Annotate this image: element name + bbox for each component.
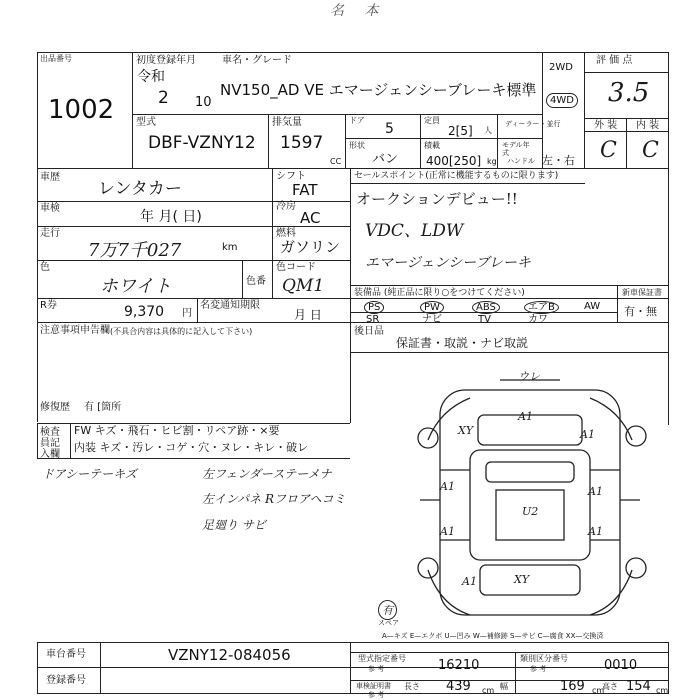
reg-year-label: 初度登録年月 [136,55,196,66]
notes-sub: (不具合内容は具体的に記入して下さい) [110,327,253,336]
interior-grade: C [642,138,659,163]
ac-label: 冷房 [276,201,296,212]
score-label: 評 価 点 [596,55,633,66]
sales-point-1: オークションデビュー!! [356,190,518,208]
mark-roof: U2 [522,505,539,518]
exterior-grade: C [600,138,617,163]
color-no-label: 色番 [246,276,266,287]
mileage: 7万7千027 [88,240,182,261]
history: レンタカー [98,179,182,199]
width-unit: cm [592,686,605,695]
inspector-label: 検査員記入欄 [40,427,60,460]
diagram-top-mark: ウレ [518,370,540,383]
dim-label: 車検証明書 [356,682,391,690]
height-label: 高さ [602,682,618,691]
spare-label: スペア [378,619,399,627]
equip-pw: PW [420,301,444,314]
mark-rear-right: A1 [588,525,603,538]
yen-unit: 円 [182,308,192,319]
chassis-label: 車台番号 [46,649,86,660]
remark-2: 左フェンダーステーメナ [202,467,332,481]
length: 439 [446,679,471,694]
type-cert-label: 型式指定番号 [358,654,406,663]
recycle-label: R券 [40,300,57,311]
warranty-label: 新車保証書 [622,288,662,297]
km-unit: km [222,242,238,253]
equip-sr: SR [366,314,380,325]
remark-4: 足廻り サビ [202,518,266,532]
accessories-label: 後日品 [354,326,384,337]
reg-no-label: 登録番号 [46,675,86,686]
equip-label: 装備品 (純正品に限り○をつけてください) [354,288,525,298]
repair-label: 修復歴 [40,402,70,413]
shift: FAT [292,181,318,199]
warranty: 有・無 [624,305,657,318]
color-code: QM1 [282,276,325,296]
score: 3.5 [608,78,650,108]
reg-year: 2 [158,88,169,108]
displacement: 1597 [280,133,324,153]
color: ホワイト [100,276,172,297]
type-cert: 16210 [438,658,480,673]
model-year-label: モデル年式 [502,141,530,157]
equip-abs: ABS [472,301,500,314]
mark-front: A1 [518,410,533,423]
type-value: DBF-VZNY12 [148,133,256,153]
equip-airbag: エアB [524,301,559,314]
remark-3: 左インパネ Rフロアヘコミ [202,492,346,506]
class-sub: 参 考 [530,665,547,673]
sales-label: セールスポイント(正常に機能するものに限ります) [354,171,559,181]
length-label: 長さ [404,682,420,691]
capacity-label: 定員 [424,116,440,125]
equip-ps: PS [364,301,384,314]
chassis: VZNY12-084056 [168,646,291,664]
notice: 月 日 [294,308,322,322]
doors-label: ドア [349,116,365,125]
equip-tv: TV [478,314,491,325]
remark-1: ドアシーテーキズ [42,467,137,481]
width: 169 [560,679,585,694]
inspection-label: 車検 [40,203,60,214]
length-unit: cm [482,686,495,695]
header-scribble: 名 本 [330,3,387,19]
class-no: 0010 [604,658,638,673]
history-label: 車歴 [40,172,60,183]
height-unit: cm [656,686,669,695]
dealer-label: ディーラー・並行 [505,120,561,128]
mark-rear-wheel: A1 [462,575,477,588]
interior-label: 内 装 [636,120,660,131]
color-code-label: 色コード [276,262,316,273]
repair: 有 [箇所 [84,402,122,413]
mark-front-left: XY [458,424,474,437]
equip-aw: AW [584,301,601,312]
load-unit: kg [487,157,497,166]
vehicle-diagram [400,370,660,630]
drive-2wd: 2WD [549,62,573,73]
lot-label: 出品番号 [40,54,72,63]
interior-row: 内装 キズ・汚レ・コゲ・穴・ヌレ・キレ・破レ [74,441,309,454]
drive-4wd: 4WD [546,93,578,108]
shape: バン [372,152,399,167]
cc-unit: CC [330,157,342,166]
mark-right: A1 [588,485,603,498]
mark-rear-left: A1 [440,525,455,538]
sales-point-3: エマージェンシーブレーキ [365,255,531,271]
load-label: 積載 [424,141,440,150]
fuel: ガソリン [280,238,341,256]
sales-point-2: VDC、LDW [365,221,464,241]
model-name: NV150_AD VE エマージェンシーブレーキ標準 [220,81,537,99]
equip-leather: カワ [528,314,548,325]
handle-label: ハンドル [507,157,535,165]
accessories: 保証書・取説・ナビ取説 [396,336,529,350]
inspection: 年 月( 日) [140,209,202,225]
recycle: 9,370 [124,304,165,320]
fw-row: FW キズ・飛石・ヒビ割・リペア跡・×要 [74,424,280,437]
mark-front-right: A1 [580,428,595,441]
reg-month: 10 [195,95,212,110]
shift-label: シフト [276,171,306,182]
displacement-label: 排気量 [272,117,302,128]
height: 154 [626,679,651,694]
handle: 左・右 [542,154,575,167]
equip-navi: ナビ [422,314,442,325]
width-label: 幅 [500,682,508,691]
damage-legend: A—キズ E—エクボ U—凹み W—補修跡 S—サビ C—腐食 XX—交換済 [382,632,604,640]
mark-left: A1 [440,480,455,493]
mark-rear: XY [514,573,530,586]
load: 400[250] [426,154,482,168]
spare-mark: 有 [378,600,397,620]
doors: 5 [385,121,394,137]
capacity-unit: 人 [484,126,492,135]
type-cert-sub: 参 考 [368,665,385,673]
color-label: 色 [40,262,50,273]
ac: AC [300,209,321,227]
shape-label: 形状 [349,141,365,150]
model-label: 車名・グレード [222,55,292,66]
dim-sub: 参 考 [368,691,385,699]
era: 令和 [137,69,165,85]
capacity: 2[5] [448,124,473,138]
exterior-label: 外 装 [594,120,618,131]
notice-label: 名変通知期限 [200,300,260,311]
lot-number: 1002 [48,95,115,125]
fuel-label: 燃料 [276,228,296,239]
class-label: 類別区分番号 [520,654,568,663]
type-label: 型式 [136,117,156,128]
mileage-label: 走行 [40,228,60,239]
notes-label: 注意事項申告欄 [40,325,110,336]
